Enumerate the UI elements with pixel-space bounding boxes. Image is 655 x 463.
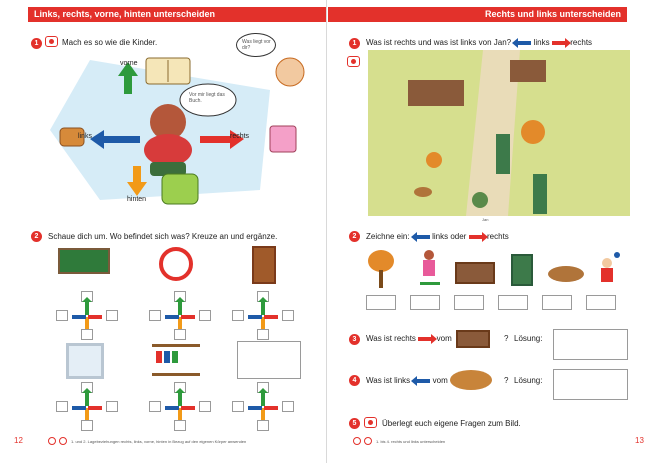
question-mark: ? bbox=[504, 376, 509, 385]
task-number: 2 bbox=[349, 231, 360, 242]
tree-icon bbox=[368, 250, 394, 290]
speak-icon bbox=[48, 437, 56, 445]
book-icon bbox=[146, 58, 190, 84]
answer-box-right[interactable] bbox=[282, 310, 294, 321]
answer-box-right[interactable] bbox=[199, 310, 211, 321]
answer-box-back[interactable] bbox=[257, 420, 269, 431]
left-header: Links, rechts, vorne, hinten unterscheiden bbox=[28, 7, 326, 22]
answer-box-back[interactable] bbox=[174, 329, 186, 340]
label-right: rechts bbox=[230, 133, 250, 140]
speak-icon bbox=[45, 36, 58, 47]
task-question: Was ist rechts und was ist links von Jan? links rechts bbox=[366, 38, 593, 47]
leaf-pile-icon bbox=[548, 266, 584, 282]
question-mark: ? bbox=[504, 334, 509, 343]
draw-box[interactable] bbox=[410, 295, 440, 310]
solution-box[interactable] bbox=[553, 369, 628, 400]
answer-box-right[interactable] bbox=[106, 401, 118, 412]
task-question: Was ist links vom bbox=[366, 376, 448, 385]
task-number: 1 bbox=[31, 38, 42, 49]
speak-icon bbox=[364, 417, 377, 428]
draw-box[interactable] bbox=[586, 295, 616, 310]
answer-box-back[interactable] bbox=[257, 329, 269, 340]
park-scene bbox=[368, 50, 630, 216]
page-number: 13 bbox=[635, 436, 644, 445]
left-page bbox=[0, 0, 327, 463]
task-instruction: Zeichne ein: links oder rechts bbox=[366, 232, 509, 241]
door-icon bbox=[252, 246, 276, 284]
answer-box-left[interactable] bbox=[56, 401, 68, 412]
task-number: 3 bbox=[349, 334, 360, 345]
flowerbed-icon bbox=[456, 330, 490, 348]
answer-box-right[interactable] bbox=[106, 310, 118, 321]
speech-bubble-question: Was liegt vor dir? bbox=[236, 33, 276, 57]
solution-label: Lösung: bbox=[514, 376, 543, 385]
bookshelf-icon bbox=[152, 344, 200, 376]
bench-icon bbox=[511, 254, 533, 286]
answer-box-back[interactable] bbox=[81, 329, 93, 340]
answer-box-left[interactable] bbox=[232, 310, 244, 321]
footer-note: 1. bis 4. rechts und links unterscheiden bbox=[376, 439, 446, 444]
draw-box[interactable] bbox=[454, 295, 484, 310]
clock-icon bbox=[159, 247, 193, 281]
right-page bbox=[328, 0, 655, 463]
solution-label: Lösung: bbox=[514, 334, 543, 343]
boy-label: Jan bbox=[482, 217, 489, 222]
speak-icon bbox=[353, 437, 361, 445]
answer-box-right[interactable] bbox=[282, 401, 294, 412]
flowerbed-icon bbox=[455, 262, 495, 284]
draw-own-object-box[interactable] bbox=[237, 341, 301, 379]
footer-note: 1. und 2. Lagebeziehungen rechts, links, vorne, hinten in Bezug auf den eigenen Körper anwenden bbox=[71, 439, 247, 444]
label-front: vorne bbox=[120, 60, 138, 67]
answer-box-left[interactable] bbox=[232, 401, 244, 412]
answer-box-back[interactable] bbox=[81, 420, 93, 431]
write-icon bbox=[364, 437, 372, 445]
girl-on-scooter-icon bbox=[418, 250, 440, 290]
speech-bubble-answer: Vor mir liegt das Buch. bbox=[189, 92, 225, 104]
task-instruction: Schaue dich um. Wo befindet sich was? Kreuze an und ergänze. bbox=[48, 232, 278, 241]
page-number: 12 bbox=[14, 436, 23, 445]
label-back: hinten bbox=[127, 196, 147, 203]
write-icon bbox=[59, 437, 67, 445]
answer-box-right[interactable] bbox=[199, 401, 211, 412]
task-instruction: Mach es so wie die Kinder. bbox=[62, 38, 158, 47]
window-icon bbox=[66, 343, 104, 379]
draw-box[interactable] bbox=[366, 295, 396, 310]
answer-box-left[interactable] bbox=[56, 310, 68, 321]
task-number: 2 bbox=[31, 231, 42, 242]
answer-box-left[interactable] bbox=[149, 401, 161, 412]
boy-with-ball-icon bbox=[596, 252, 620, 288]
right-header: Rechts und links unterscheiden bbox=[328, 7, 627, 22]
chalkboard-icon bbox=[58, 248, 110, 274]
draw-box[interactable] bbox=[542, 295, 572, 310]
draw-box[interactable] bbox=[498, 295, 528, 310]
task-instruction: Überlegt euch eigene Fragen zum Bild. bbox=[382, 419, 521, 428]
task-question: Was ist rechts vom bbox=[366, 334, 452, 343]
task-number: 5 bbox=[349, 418, 360, 429]
leaf-pile-icon bbox=[450, 370, 492, 390]
speak-icon bbox=[347, 56, 360, 67]
solution-box[interactable] bbox=[553, 329, 628, 360]
answer-box-back[interactable] bbox=[174, 420, 186, 431]
answer-box-left[interactable] bbox=[149, 310, 161, 321]
task-number: 4 bbox=[349, 375, 360, 386]
task-number: 1 bbox=[349, 38, 360, 49]
label-left: links bbox=[78, 133, 93, 140]
